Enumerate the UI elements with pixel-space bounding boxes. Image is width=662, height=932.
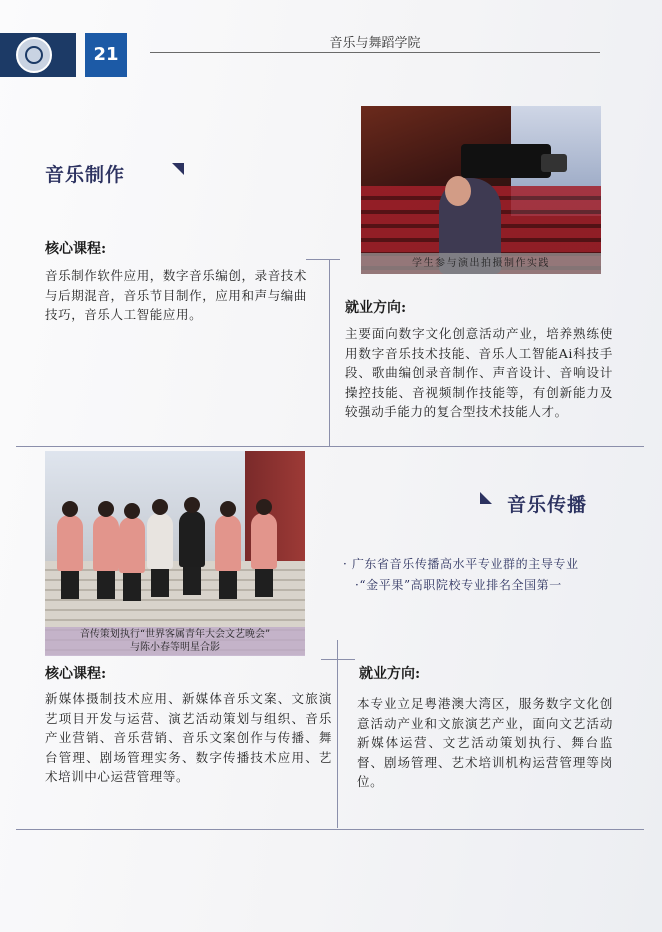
career-label: 就业方向: xyxy=(359,666,421,682)
section-divider xyxy=(16,446,644,447)
core-courses-text: 新媒体摄制技术应用、新媒体音乐文案、文旅演艺项目开发与运营、演艺活动策划与组织、音乐产业营销、音乐营销、音乐文案创作与传播、舞台管理、剧场管理实务、数字传播技术应用、艺术培训中心运营管理等。 xyxy=(45,691,332,784)
photo-caption: 音传策划执行“世界客属青年大会文艺晚会” 与陈小春等明星合影 xyxy=(45,627,305,656)
school-logo-badge xyxy=(0,33,76,77)
triangle-marker-icon xyxy=(480,492,492,504)
column-divider xyxy=(329,259,330,447)
section-title-music-production: 音乐制作 xyxy=(45,164,126,186)
photo-group-with-celebrity xyxy=(45,451,305,655)
section-title-music-communication: 音乐传播 xyxy=(507,494,588,516)
section-divider xyxy=(16,829,644,830)
highlight-item: · 广东省音乐传播高水平专业群的主导专业 xyxy=(343,557,579,571)
video-camera-icon xyxy=(461,144,551,178)
column-divider xyxy=(337,640,338,828)
career-label: 就业方向: xyxy=(345,300,407,316)
highlight-list xyxy=(343,554,633,596)
highlight-item: ·“金平果”高职院校专业排名全国第一 xyxy=(355,578,562,592)
photo-caption: 学生参与演出拍摄制作实践 xyxy=(361,253,601,274)
career-text: 主要面向数字文化创意活动产业，培养熟练使用数字音乐技术技能、音乐人工智能Ai科技手段、歌曲编创录音制作、声音设计、音响设计操控技能、音视频制作技能等，有创新能力及较强动手能力的复合型技术技能人才。 xyxy=(345,326,613,419)
career-text: 本专业立足粤港澳大湾区，服务数字文化创意活动产业和文旅演艺产业，面向文艺活动新媒体运营、文艺活动策划执行、舞台监督、剧场管理、艺术培训机构运营管理等岗位。 xyxy=(357,696,613,789)
core-courses-label: 核心课程: xyxy=(45,241,107,257)
photo-filming-practice xyxy=(361,106,601,274)
school-emblem-icon xyxy=(16,37,52,73)
triangle-marker-icon xyxy=(172,163,184,175)
header-divider xyxy=(150,52,600,53)
core-courses-text: 音乐制作软件应用，数字音乐编创，录音技术与后期混音，音乐节目制作，应用和声与编曲技巧，音乐人工智能应用。 xyxy=(45,268,308,322)
header-title: 音乐与舞蹈学院 xyxy=(329,36,421,51)
page-number: 21 xyxy=(85,33,127,77)
core-courses-label: 核心课程: xyxy=(45,666,107,682)
corner-rule xyxy=(306,259,340,260)
corner-rule xyxy=(321,659,355,660)
